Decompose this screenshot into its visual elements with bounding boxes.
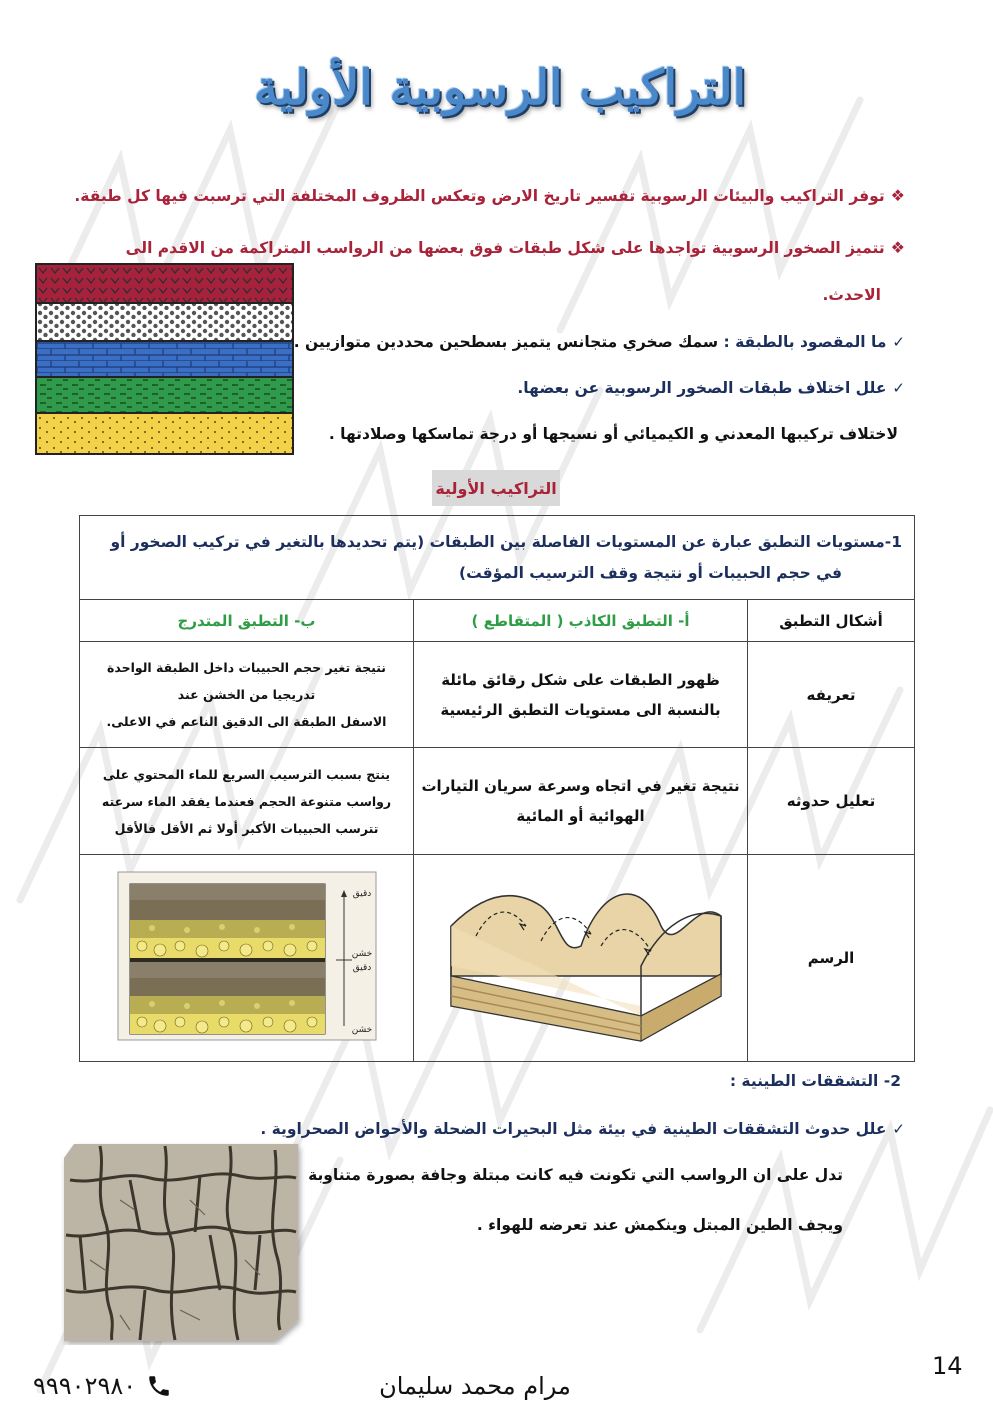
cross-bedding-drawing-cell <box>414 855 748 1062</box>
definition-question: ما المقصود بالطبقة : <box>723 333 887 351</box>
cross-def-line-1: ظهور الطبقات على شكل رقائق مائلة <box>441 670 720 689</box>
section-label: التراكيب الأولية <box>432 470 560 506</box>
column-graded-bedding: ب- التطبق المتدرج <box>80 600 414 642</box>
graded-def-line-2: تدريجيا من الخشن عند <box>177 687 316 702</box>
diamond-bullet-icon: ❖ <box>890 238 905 257</box>
graded-cause-line-3: تترسب الحبيبات الأكبر أولا ثم الأقل فالأقل <box>114 820 379 836</box>
graded-bedding-definition <box>80 642 414 748</box>
checkmark-icon: ✓ <box>892 379 905 397</box>
cross-bedding-cause <box>414 748 748 855</box>
graded-def-line-3: الاسفل الطبقة الى الدقيق الناعم في الاعلى. <box>106 714 387 729</box>
graded-bedding-diagram <box>112 866 382 1046</box>
graded-def-line-1: نتيجة تغير حجم الحبيبات داخل الطبقة الواحدة <box>107 660 387 675</box>
cross-cause-line-2: الهوائية أو المائية <box>516 807 645 825</box>
fine-mid-label: دقيق <box>352 963 371 973</box>
table-header-line-2: في حجم الحبيبات أو نتيجة وقف الترسيب المؤقت) <box>459 563 843 582</box>
mudcracks-answer-1: تدل على ان الرواسب التي تكونت فيه كانت مبتلة وجافة بصورة متناوبة <box>308 1166 843 1184</box>
graded-bedding-cause <box>80 748 414 855</box>
intro-text-1: توفر التراكيب والبيئات الرسوبية تفسير تاريخ الارض وتعكس الظروف المختلفة التي ترسبت فيها كل طبقة. <box>74 187 885 205</box>
page-title: التراكيب الرسوبية الأولية <box>254 60 746 116</box>
mudcracks-heading: 2- التشققات الطينية : <box>729 1072 901 1090</box>
reason1-question: علل اختلاف طبقات الصخور الرسوبية عن بعضها. <box>517 379 887 397</box>
table-header-cell <box>80 516 915 600</box>
intro-line-2 <box>126 238 905 257</box>
fine-top-label: دقيق <box>352 889 371 899</box>
definition-line <box>294 333 905 351</box>
cross-bedding-definition <box>414 642 748 748</box>
cross-cause-line-1: نتيجة تغير في اتجاه وسرعة سريان التيارات <box>421 777 740 795</box>
coarse-mid-label: خشن <box>351 949 372 959</box>
phone-number: ٩٩٩٠٢٩٨٠ <box>33 1372 137 1400</box>
cross-bedding-diagram <box>431 866 731 1046</box>
mudcracks-answer-2: ويجف الطين المبتل وينكمش عند تعرضه للهواء . <box>476 1216 843 1234</box>
intro-text-2a: تتميز الصخور الرسوبية تواجدها على شكل طبقات فوق بعضها من الرواسب المتراكمة من الاقدم الى <box>125 239 885 257</box>
column-forms: أشكال التطبق <box>748 600 915 642</box>
row-cause-label: تعليل حدوثه <box>748 748 915 855</box>
reason1-answer: لاختلاف تركيبها المعدني و الكيميائي أو نسيجها أو درجة تماسكها وصلادتها . <box>328 425 898 443</box>
phone-icon <box>146 1373 172 1399</box>
graded-bedding-drawing-cell <box>80 855 414 1062</box>
checkmark-icon: ✓ <box>892 333 905 351</box>
diamond-bullet-icon: ❖ <box>890 186 905 205</box>
mudcracks-question-line <box>260 1120 905 1138</box>
intro-line-1 <box>74 186 905 205</box>
rock-layers-illustration <box>35 263 294 455</box>
row-definition-label: تعريفه <box>748 642 915 748</box>
column-cross-bedding: أ- التطبق الكاذب ( المتقاطع ) <box>414 600 748 642</box>
intro-text-2b: الاحدث. <box>822 286 881 304</box>
cross-def-line-2: بالنسبة الى مستويات التطبق الرئيسية <box>440 700 721 719</box>
bedding-table <box>79 515 915 1062</box>
checkmark-icon: ✓ <box>892 1120 905 1138</box>
page-number: 14 <box>932 1352 963 1380</box>
reason1-question-line <box>517 379 905 397</box>
coarse-bottom-label: خشن <box>351 1025 372 1035</box>
phone-contact <box>33 1372 172 1400</box>
graded-cause-line-1: ينتج بسبب الترسيب السريع للماء المحتوي على <box>102 766 391 782</box>
definition-answer: سمك صخري متجانس يتميز بسطحين محددين متوازيين . <box>293 333 719 351</box>
graded-cause-line-2: رواسب متنوعة الحجم فعندما يفقد الماء سرعته <box>101 793 392 809</box>
row-drawing-label: الرسم <box>748 855 915 1062</box>
table-header-line-1: 1-مستويات التطبق عبارة عن المستويات الفاصلة بين الطبقات (يتم تحديدها بالتغير في تركيب الصخور أو <box>110 532 903 551</box>
mudcracks-photo <box>60 1140 305 1345</box>
mudcracks-question: علل حدوث التشققات الطينية في بيئة مثل البحيرات الضحلة والأحواض الصحراوية . <box>260 1120 887 1138</box>
author-name: مرام محمد سليمان <box>379 1372 571 1400</box>
